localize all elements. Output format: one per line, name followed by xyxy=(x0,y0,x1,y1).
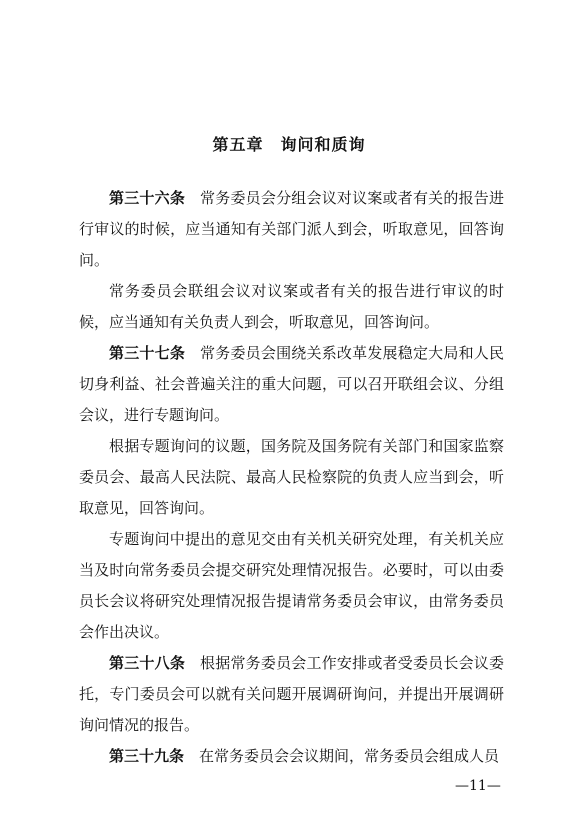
page-number: —11— xyxy=(455,778,501,794)
paragraph-article-39 xyxy=(79,741,504,772)
paragraph-article-36-2 xyxy=(79,276,504,338)
paragraph-text: 常务委员会联组会议对议案或者有关的报告进行审议的时候，应当通知有关负责人到会，听取意见，回答询问。 xyxy=(79,282,504,331)
paragraph-article-37-2 xyxy=(79,431,504,524)
paragraph-text: 专题询问中提出的意见交由有关机关研究处理，有关机关应当及时向常务委员会提交研究处理情况报告。必要时，可以由委员长会议将研究处理情况报告提请常务委员会审议，由常务委员会作出决议。 xyxy=(79,530,504,641)
paragraph-article-38 xyxy=(79,648,504,741)
article-label: 第三十八条 xyxy=(109,654,186,672)
article-label: 第三十七条 xyxy=(109,344,186,362)
paragraph-text: 根据常务委员会工作安排或者受委员长会议委托，专门委员会可以就有关问题开展调研询问，并提出开展调研询问情况的报告。 xyxy=(79,654,504,734)
paragraph-text: 常务委员会分组会议对议案或者有关的报告进行审议的时候，应当通知有关部门派人到会，听取意见，回答询问。 xyxy=(79,189,504,269)
paragraph-text: 根据专题询问的议题，国务院及国务院有关部门和国家监察委员会、最高人民法院、最高人民检察院的负责人应当到会，听取意见，回答询问。 xyxy=(79,437,504,517)
paragraph-article-37 xyxy=(79,338,504,431)
paragraph-article-37-3 xyxy=(79,524,504,648)
article-label: 第三十九条 xyxy=(109,747,185,765)
paragraph-text: 常务委员会围绕关系改革发展稳定大局和人民切身利益、社会普遍关注的重大问题，可以召开联组会议、分组会议，进行专题询问。 xyxy=(79,344,504,424)
paragraph-text: 在常务委员会会议期间，常务委员会组成人员 xyxy=(199,747,500,765)
article-label: 第三十六条 xyxy=(109,189,186,207)
paragraph-article-36 xyxy=(79,183,504,276)
document-body xyxy=(79,183,504,772)
chapter-title: 第五章 询问和质询 xyxy=(212,135,366,154)
